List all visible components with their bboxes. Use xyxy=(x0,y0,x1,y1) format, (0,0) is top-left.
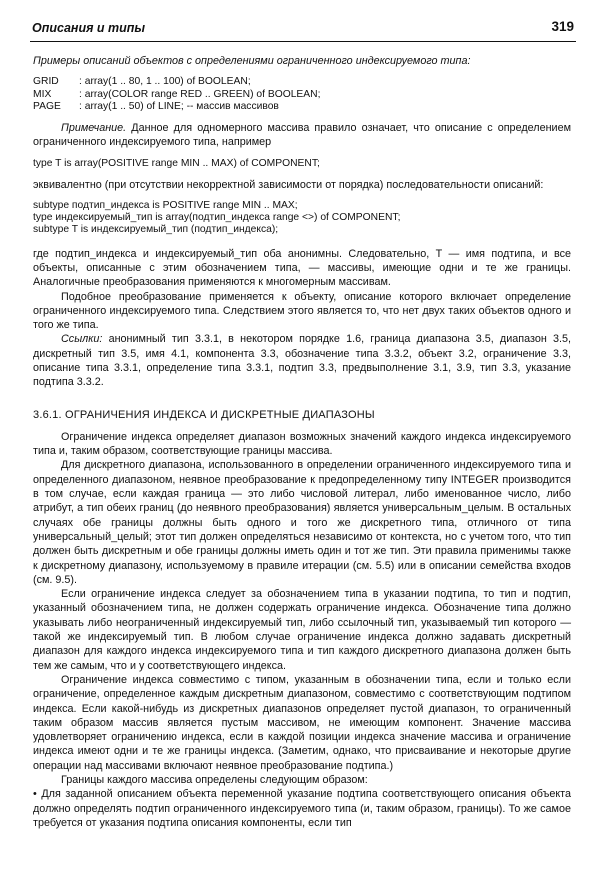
references-text: анонимный тип 3.3.1, в некотором порядке 1.6, граница диапазона 3.5, диапазон 3.5, дискретный тип 3.5, имя 4.1, компонента 3.3, обозначение типа 3.3.2, объект 3.2, ограничение 3.3, описание типа 3.3.1, определение типа 3.3.1, подтип 3.3, предвыполнение 3.1, 3.9, тип 3.3, указание подтипа 3.3.2. xyxy=(33,333,572,389)
code-identifier: PAGE xyxy=(33,100,61,112)
body-paragraph: Если ограничение индекса следует за обозначением типа в указании подтипа, то тип и подтип, указанный обозначением типа, не должен содержать ограничение индекса. Обозначение типа должно указывать либо неограниченный индексируемый тип, либо ссылочный тип, указываемый тип которого — такой же индексируемый тип. В любом случае ограничение индекса должно задавать дискретный диапазон для каждого индекса индексируемого типа и тип каждого дискретного диапазона должен быть тем же самым, что и у соответствующего индекса. xyxy=(33,588,571,672)
page-content xyxy=(33,54,571,830)
code-line: subtype подтип_индекса is POSITIVE range MIN .. MAX; xyxy=(33,200,298,211)
body-paragraph: Для дискретного диапазона, использованного в определении ограниченного индексируемого типа и определенного диапазоном, неявное преобразование к предопределенному типу INTEGER производится в том случае, если каждая граница — это либо числовой литерал, либо именованное число, либо атрибут, а тип обеих границ (до неявного преобразования) является универсальным_целым. В остальных случаях обе границы должны быть одного и того же дискретного типа, отличного от типа универсальный_целый; этот тип должен определяться независимо от контекста, но с учетом того, что тип должен быть дискретным и обе границы должны иметь один и тот же тип. Эти правила применимы также к дискретному диапазону, используемому в правиле итерации (см. 5.5) или в описании семейства входов (см. 9.5). xyxy=(33,459,571,586)
references-label: Ссылки: xyxy=(61,333,103,346)
code-declaration: : array(1 .. 80, 1 .. 100) of BOOLEAN; xyxy=(79,76,251,88)
note-paragraph xyxy=(33,121,571,150)
bullet-paragraph: • Для заданной описанием объекта переменной указание подтипа соответствующего описания объекта должно определять подтип ограниченного индексируемого типа (и, таким образом, границы). То же самое требуется от указания подтипа описания компоненты, если тип xyxy=(33,788,571,829)
running-title: Описания и типы xyxy=(32,21,146,35)
code-declaration: : array(COLOR range RED .. GREEN) of BOOLEAN; xyxy=(79,88,321,100)
code-line xyxy=(33,76,571,88)
code-line xyxy=(33,101,571,113)
body-paragraph: Ограничение индекса совместимо с типом, указанным в обозначении типа, если и только если ограничение, определенное каждым дискретным диапазоном, совместимо с соответствующим подтипом индекса. Если какой-нибудь из дискретных диапазонов определяет пустой диапазон, то ограниченный таким образом массив является пустым массивом, не имеющим компонент. Значение массива удовлетворяет ограничению индекса, если в каждой позиции индекса значение массива и ограничение индекса имеют одни и те же границы индекса. (Заметим, однако, что присваивание и некоторые другие операции над массивами включают неявное преобразование подтипа.) xyxy=(33,673,571,772)
body-paragraph: Границы каждого массива определены следующим образом: xyxy=(61,774,368,786)
type-declaration: type T is array(POSITIVE range MIN .. MAX) of COMPONENT; xyxy=(33,157,320,169)
code-line: subtype T is индексируемый_тип (подтип_индекса); xyxy=(33,224,279,236)
page-number: 319 xyxy=(551,19,574,34)
note-label: Примечание. xyxy=(61,121,127,134)
code-line: type индексируемый_тип is array(подтип_индекса range <>) of COMPONENT; xyxy=(33,212,401,224)
page-header xyxy=(30,19,576,42)
code-identifier: MIX xyxy=(33,88,52,100)
references-paragraph xyxy=(33,332,571,389)
equivalent-text: эквивалентно (при отсутствии некорректной зависимости от порядка) последовательности описаний: xyxy=(33,178,544,191)
code-line xyxy=(33,89,571,101)
note-text: Данное для одномерного массива правило означает, что описание с определением ограниченного индексируемого типа, например xyxy=(33,121,572,149)
body-paragraph: где подтип_индекса и индексируемый_тип оба анонимны. Следовательно, T — имя подтипа, и все объекты, описанные с этим обозначением типа, — массивы, имеющие одни и те же границы. Аналогичные преобразования применяются к многомерным массивам. xyxy=(33,247,571,289)
examples-heading: Примеры описаний объектов с определениями ограниченного индексируемого типа: xyxy=(33,55,471,67)
body-paragraph: Подобное преобразование применяется к объекту, описание которого включает определение ограниченного индексируемого типа. Следствием этого является то, что нет двух таких объектов одного и того же типа. xyxy=(33,290,571,332)
code-declaration: : array(1 .. 50) of LINE; -- массив массивов xyxy=(79,100,279,112)
body-paragraph: Ограничение индекса определяет диапазон возможных значений каждого индекса индексируемого типа и, таким образом, соответствующие границы массива. xyxy=(33,430,571,458)
code-identifier: GRID xyxy=(33,76,59,88)
examples-code-block xyxy=(33,76,571,113)
subtype-code-block xyxy=(33,200,571,237)
section-heading: 3.6.1. ОГРАНИЧЕНИЯ ИНДЕКСА И ДИСКРЕТНЫЕ ДИАПАЗОНЫ xyxy=(33,408,375,421)
